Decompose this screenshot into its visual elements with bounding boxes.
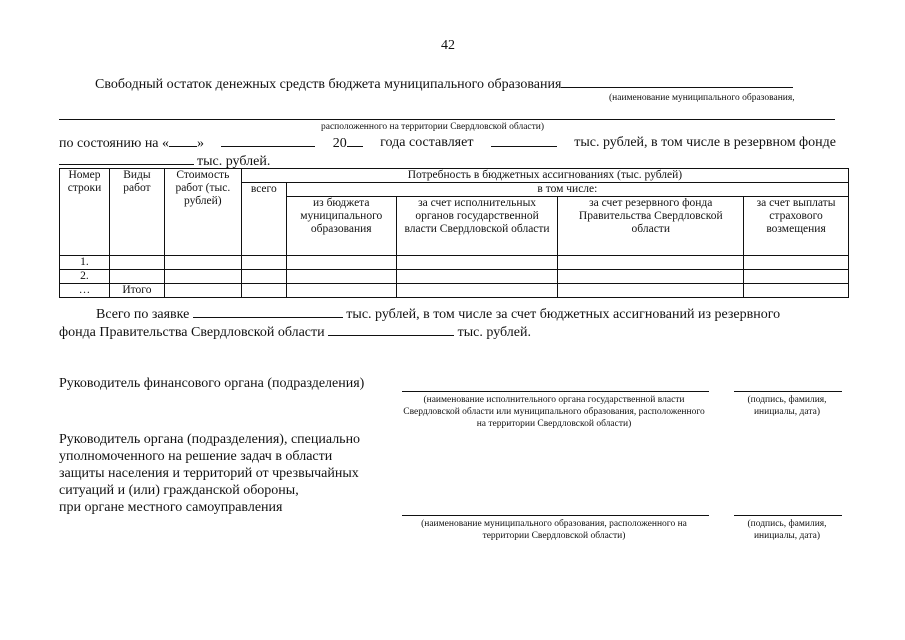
reserve-tail: тыс. рублей. [197,154,271,169]
page-number: 42 [441,38,455,53]
summary-total-label: Всего по заявке [96,307,190,322]
reserve-amount-field[interactable] [59,153,194,165]
header-municipal-budget: из бюджета муниципального образования [286,197,396,256]
row-cost[interactable] [164,284,241,298]
as-of-prefix: по состоянию на « [59,136,170,151]
header-row-number: Номер строки [60,169,110,256]
summary-reserve-field[interactable] [328,324,454,336]
header-executive-bodies: за счет исполнительных органов государственной власти Свердловской области [396,197,558,256]
amount-field[interactable] [491,135,557,147]
table-row [60,270,849,284]
row-reserve[interactable] [558,256,744,270]
summary-total-field[interactable] [193,306,343,318]
as-of-line [59,135,836,152]
emergency-signature-line[interactable] [734,515,842,516]
row-work-type[interactable] [109,270,164,284]
balance-heading [95,76,793,93]
emergency-org-name-line[interactable] [402,515,709,516]
header-including: в том числе: [286,183,848,197]
quote-close: » [197,136,205,151]
emergency-signature-note: (подпись, фамилия, инициалы, дата) [747,519,827,541]
emergency-head-label-line: ситуаций и (или) гражданской обороны, [59,483,299,498]
emergency-head-label-line: Руководитель органа (подразделения), специально [59,432,361,447]
finance-head-label: Руководитель финансового органа (подразделения) [59,376,365,391]
header-total: всего [241,183,286,256]
emergency-head-label-line: уполномоченного на решение задач в области [59,449,333,464]
needs-table [59,168,849,298]
summary-line-1 [96,306,780,323]
row-executive[interactable] [396,256,558,270]
header-insurance: за счет выплаты страхового возмещения [744,197,849,256]
summary-total-rest: тыс. рублей, в том числе за счет бюджетных ассигнований из резервного [346,307,781,322]
emergency-head-label [59,431,399,516]
municipality-note-2: расположенного на территории Свердловской области) [321,122,545,132]
table-row [60,256,849,270]
row-insurance[interactable] [744,270,849,284]
row-municipal[interactable] [286,256,396,270]
row-insurance[interactable] [744,256,849,270]
month-field[interactable] [221,135,315,147]
year-prefix: 20 [332,136,347,151]
header-cost: Стоимость работ (тыс. рублей) [164,169,241,256]
emergency-head-label-line: при органе местного самоуправления [59,500,283,515]
header-needs: Потребность в бюджетных ассигнованиях (тыс. рублей) [241,169,848,183]
finance-signature-note: (подпись, фамилия, инициалы, дата) [747,395,827,417]
row-reserve[interactable] [558,284,744,298]
municipality-name-continuation-line[interactable] [59,119,835,120]
row-cost[interactable] [164,270,241,284]
row-number: 2. [60,270,110,284]
row-executive[interactable] [396,284,558,298]
row-total[interactable] [241,256,286,270]
row-insurance[interactable] [744,284,849,298]
header-work-type: Виды работ [109,169,164,256]
summary-line-2 [59,324,531,341]
row-number: … [60,284,110,298]
row-total[interactable] [241,270,286,284]
row-cost[interactable] [164,256,241,270]
row-municipal[interactable] [286,270,396,284]
as-of-rest-2: тыс. рублей, в том числе в резервном фонде [574,135,836,150]
as-of-rest: года составляет [380,135,474,150]
finance-signature-line[interactable] [734,391,842,392]
row-municipal[interactable] [286,284,396,298]
row-work-type: Итого [109,284,164,298]
summary-reserve-label: фонда Правительства Свердловской области [59,325,325,340]
finance-org-note: (наименование исполнительного органа государственной власти Свердловской области или муниципального образования, расположенного на территории Свердловской области) [403,395,705,429]
header-reserve-fund: за счет резервного фонда Правительства Свердловской области [558,197,744,256]
balance-heading-text: Свободный остаток денежных средств бюджета муниципального образования [95,77,562,92]
emergency-head-label-line: защиты населения и территорий от чрезвычайных [59,466,359,481]
row-total[interactable] [241,284,286,298]
year-field[interactable] [347,135,363,147]
municipality-note: (наименование муниципального образования, [609,93,795,103]
table-row [60,284,849,298]
day-field[interactable] [169,135,197,147]
row-work-type[interactable] [109,256,164,270]
row-executive[interactable] [396,270,558,284]
municipality-name-field[interactable] [561,76,793,88]
emergency-org-note: (наименование муниципального образования, расположенного на территории Свердловской области) [421,519,687,541]
summary-reserve-tail: тыс. рублей. [457,325,531,340]
row-reserve[interactable] [558,270,744,284]
row-number: 1. [60,256,110,270]
finance-org-name-line[interactable] [402,391,709,392]
